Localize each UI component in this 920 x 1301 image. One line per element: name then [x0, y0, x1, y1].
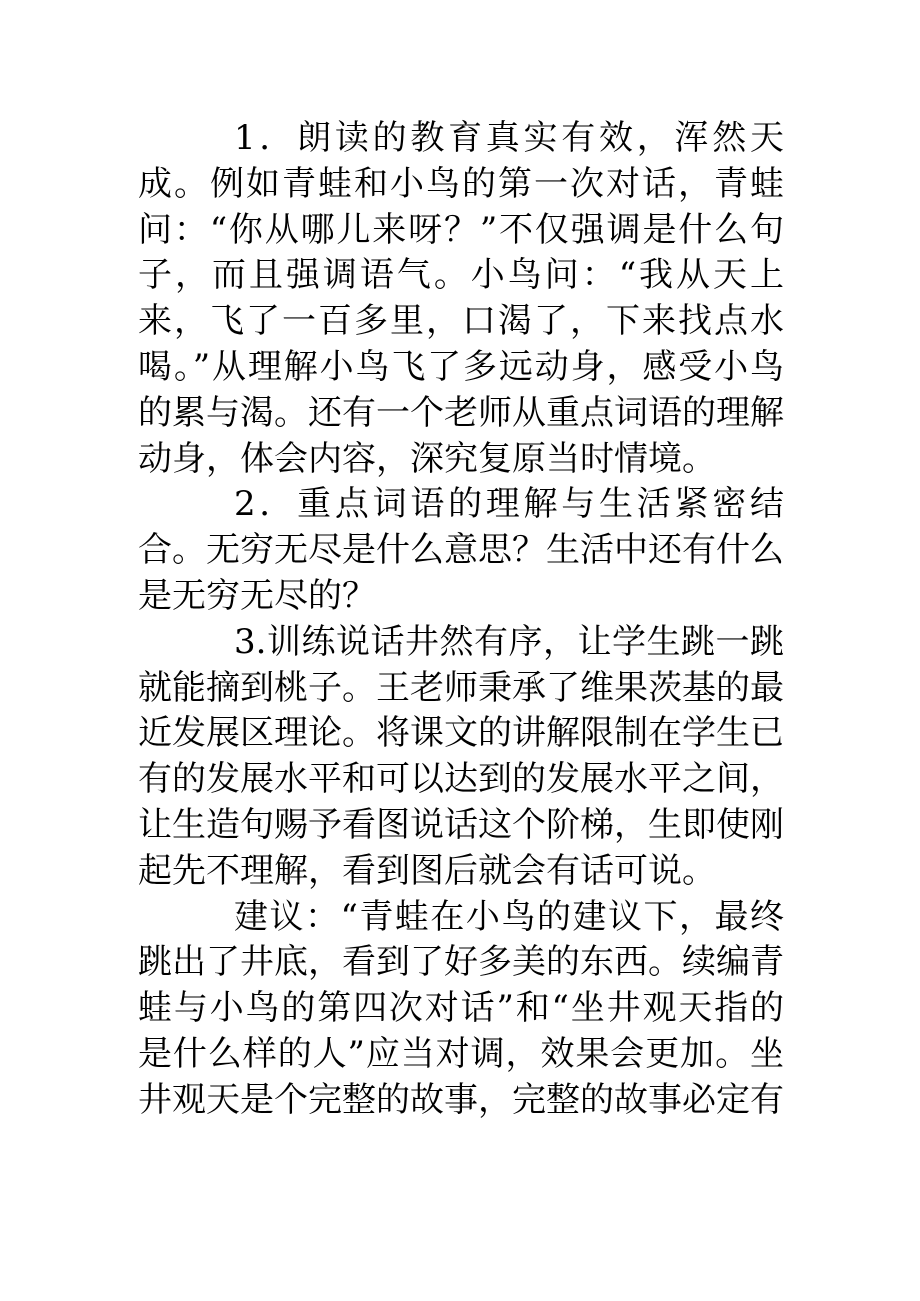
- paragraph-suggestion: 建议：“青蛙在小鸟的建议下，最终跳出了井底，看到了好多美的东西。续编青蛙与小鸟的第四次对话”和“坐井观天指的是什么样的人”应当对调，效果会更加。坐井观天是个完整的故事，完整的故事必定有: [138, 896, 784, 1120]
- document-page: [138, 116, 784, 1124]
- paragraph-key-words: 2．重点词语的理解与生活紧密结合。无穷无尽是什么意思？生活中还有什么是无穷无尽的？: [138, 484, 784, 616]
- paragraph-speaking-training: 3.训练说话井然有序，让学生跳一跳就能摘到桃子。王老师秉承了维果茨基的最近发展区理论。将课文的讲解限制在学生已有的发展水平和可以达到的发展水平之间，让生造句赐予看图说话这个阶梯，生即使刚起先不理解，看到图后就会有话可说。: [138, 621, 784, 891]
- paragraph-reading-education: 1．朗读的教育真实有效，浑然天成。例如青蛙和小鸟的第一次对话，青蛙问：“你从哪儿来呀？”不仅强调是什么句子，而且强调语气。小鸟问：“我从天上来，飞了一百多里，口渴了，下来找点水喝。”从理解小鸟飞了多远动身，感受小鸟的累与渴。还有一个老师从重点词语的理解动身，体会内容，深究复原当时情境。: [138, 118, 784, 479]
